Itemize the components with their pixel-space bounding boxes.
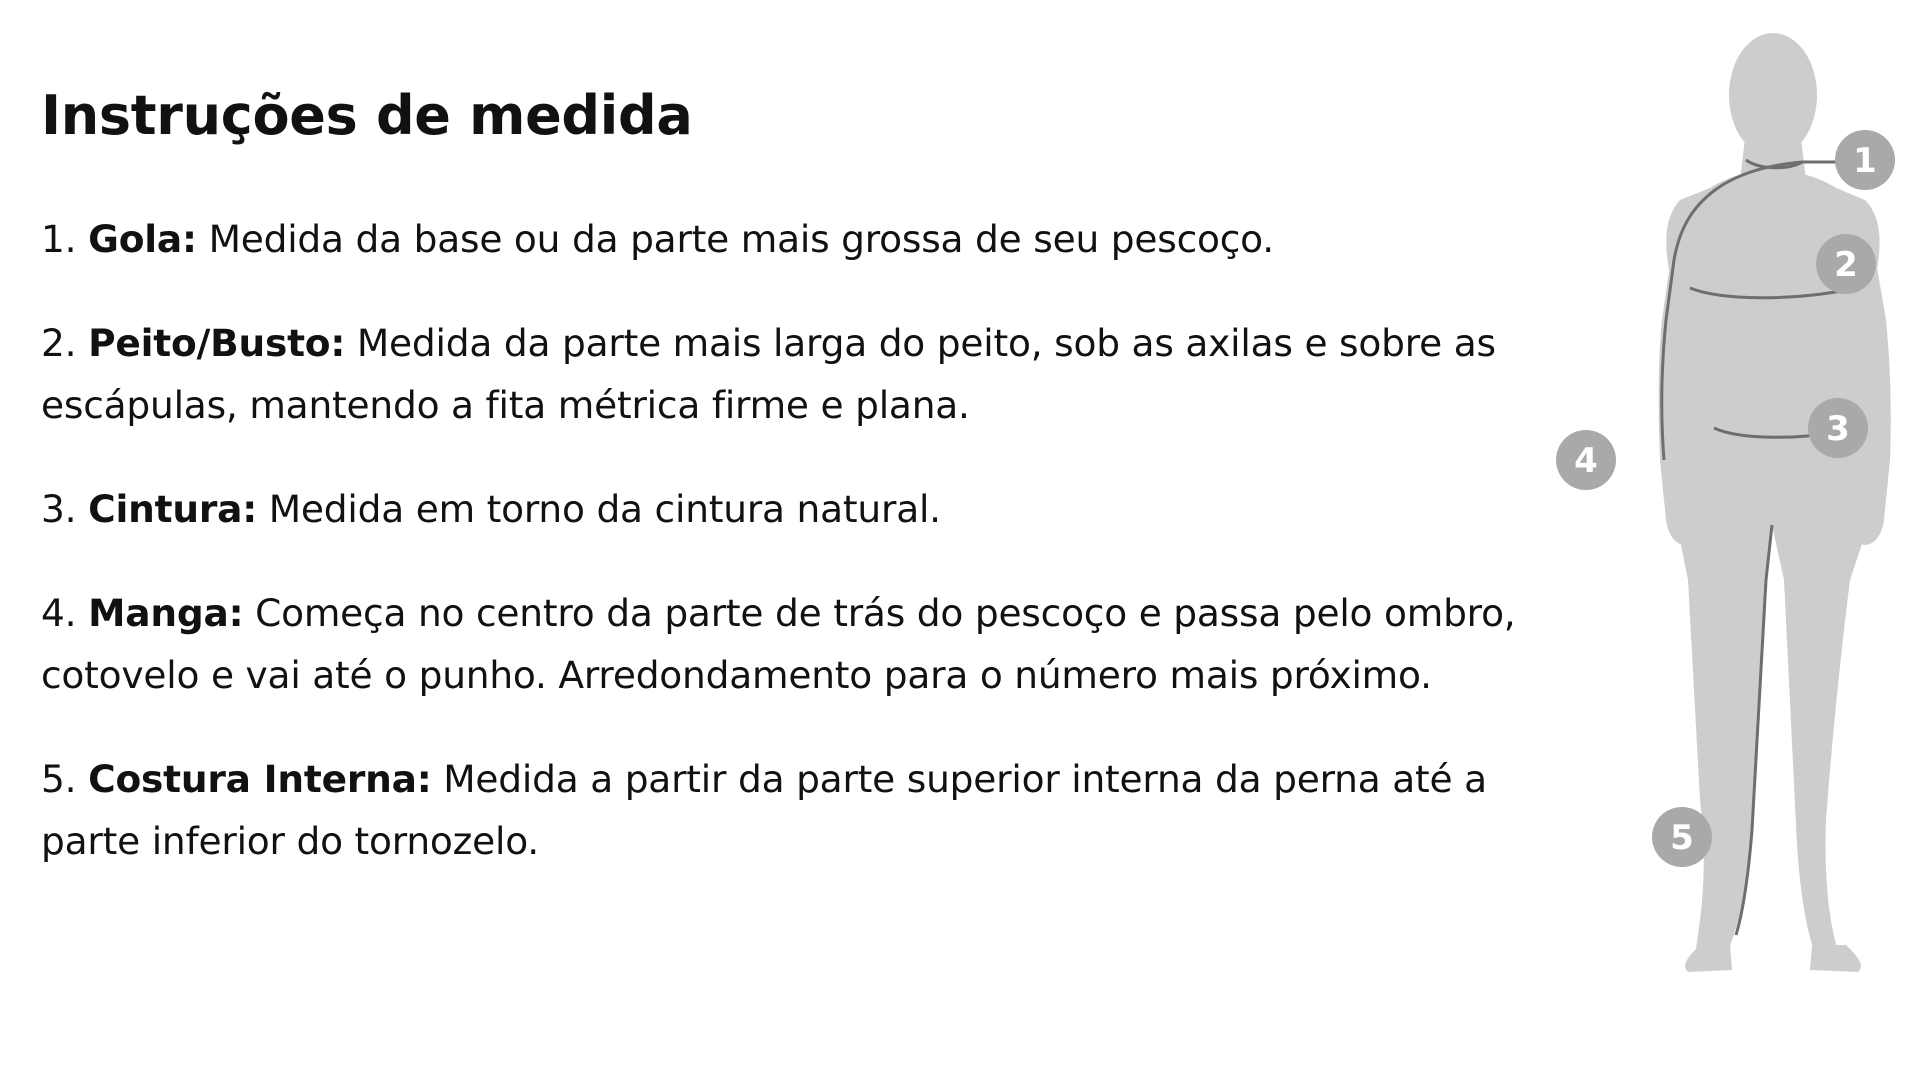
item-name: Cintura: (88, 487, 258, 531)
item-text: Medida em torno da cintura natural. (268, 487, 941, 531)
instruction-item-chest (41, 312, 1521, 436)
badge-2 (1816, 234, 1876, 294)
item-number: 5. (41, 757, 77, 801)
item-number: 1. (41, 217, 77, 261)
instruction-item-waist (41, 478, 1521, 540)
instruction-item-collar (41, 208, 1521, 270)
body-measurement-figure (1540, 20, 1920, 980)
item-text: Medida da base ou da parte mais grossa de seu pescoço. (208, 217, 1274, 261)
item-name: Gola: (88, 217, 197, 261)
badge-label: 5 (1670, 818, 1694, 858)
badge-3 (1808, 398, 1868, 458)
item-text: Começa no centro da parte de trás do pescoço e passa pelo ombro, cotovelo e vai até o punho. Arredondamento para o número mais próximo. (41, 591, 1516, 697)
item-name: Manga: (88, 591, 244, 635)
badge-label: 4 (1574, 441, 1598, 481)
instruction-item-inseam (41, 748, 1521, 872)
badge-4 (1556, 430, 1616, 490)
instruction-item-sleeve (41, 582, 1521, 706)
instruction-list (41, 208, 1521, 872)
item-text: Medida da parte mais larga do peito, sob as axilas e sobre as escápulas, mantendo a fita métrica firme e plana. (41, 321, 1496, 427)
measurement-instructions (41, 76, 1521, 914)
body-silhouette-diagram (1540, 20, 1920, 980)
item-name: Peito/Busto: (88, 321, 346, 365)
item-number: 2. (41, 321, 77, 365)
item-name: Costura Interna: (88, 757, 432, 801)
badge-label: 2 (1834, 245, 1858, 285)
page-title: Instruções de medida (41, 84, 693, 147)
badge-5 (1652, 807, 1712, 867)
badge-1 (1835, 130, 1895, 190)
item-text: Medida a partir da parte superior interna da perna até a parte inferior do tornozelo. (41, 757, 1487, 863)
badge-label: 3 (1826, 409, 1850, 449)
badge-label: 1 (1853, 141, 1877, 181)
item-number: 3. (41, 487, 77, 531)
item-number: 4. (41, 591, 77, 635)
